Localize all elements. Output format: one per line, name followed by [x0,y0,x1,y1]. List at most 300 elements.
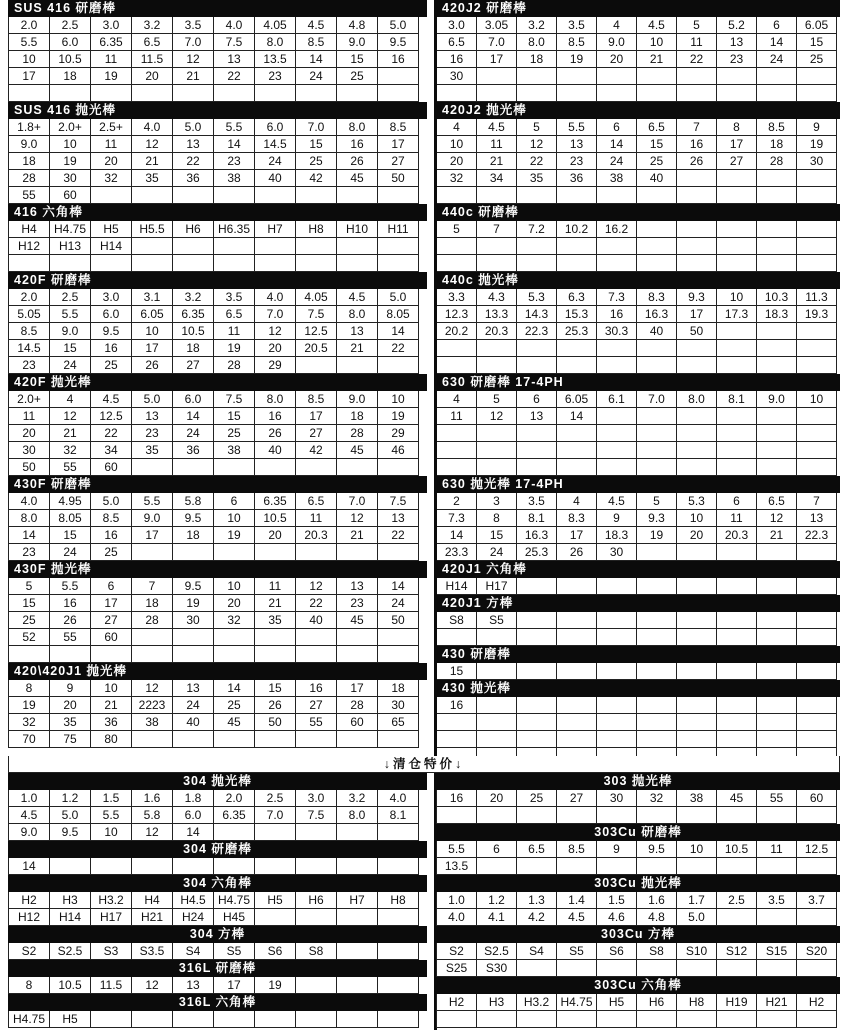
size-cell [596,187,636,204]
table-row [8,238,419,255]
size-cell [796,425,837,442]
size-cell [516,255,556,272]
table-row [8,790,419,807]
size-cell: 9.5 [90,323,131,340]
size-cell: 6 [516,391,556,408]
size-cell: 3.5 [556,17,596,34]
size-cell [676,960,716,977]
size-cell: 26 [676,153,716,170]
size-cell: 7.5 [213,391,254,408]
size-cell [295,1011,336,1028]
size-cell: 10 [49,136,90,153]
size-cell: 6 [476,841,516,858]
size-cell: 5 [8,578,49,595]
size-cell: 23 [131,425,172,442]
size-cell [295,909,336,926]
size-cell: H12 [8,909,49,926]
size-cell [636,340,676,357]
size-cell: 8.0 [516,34,556,51]
size-cell [716,960,756,977]
size-cell [254,629,295,646]
size-cell: 5.5 [49,306,90,323]
size-cell [636,85,676,102]
size-cell: 21 [336,340,377,357]
size-cell [336,731,377,748]
table-row [8,612,419,629]
size-cell: 4.6 [596,909,636,926]
size-cell [516,697,556,714]
size-cell: 3.2 [336,790,377,807]
size-cell [676,442,716,459]
size-cell: 30 [436,68,476,85]
size-cell: 19 [49,153,90,170]
size-cell: 35 [254,612,295,629]
size-cell [295,824,336,841]
size-cell [556,425,596,442]
size-cell: 16 [596,306,636,323]
size-cell: 32 [213,612,254,629]
size-cell: 60 [796,790,837,807]
size-cell: 30 [8,442,49,459]
size-cell: 4.8 [636,909,676,926]
size-cell: 4.0 [436,909,476,926]
size-cell [676,238,716,255]
size-cell: 52 [8,629,49,646]
size-cell: 11 [90,136,131,153]
size-cell: 18 [756,136,796,153]
size-cell [516,340,556,357]
table-row [8,357,419,374]
size-cell: 1.4 [556,892,596,909]
size-cell [131,731,172,748]
section-title: 420J1 六角棒 [436,561,840,578]
size-cell: 10 [676,841,716,858]
size-cell: 7.5 [295,306,336,323]
size-cell: 26 [336,153,377,170]
size-cell [556,663,596,680]
size-cell [596,960,636,977]
table-row [8,595,419,612]
size-cell: 35 [49,714,90,731]
size-cell: 5.5 [131,493,172,510]
size-cell: 10 [90,824,131,841]
size-cell: H5 [596,994,636,1011]
size-cell: 10 [8,51,49,68]
table-row [436,612,837,629]
size-cell: 10.5 [254,510,295,527]
size-cell [716,858,756,875]
table-row [8,578,419,595]
size-cell [436,714,476,731]
size-cell [796,221,837,238]
size-cell: 1.0 [8,790,49,807]
size-cell: 6.35 [172,306,213,323]
size-cell: 25.3 [516,544,556,561]
table-row [8,943,419,960]
size-cell [556,85,596,102]
size-cell: 1.8 [172,790,213,807]
size-cell [596,663,636,680]
size-cell [436,629,476,646]
size-cell: 20 [90,153,131,170]
size-cell [336,909,377,926]
size-cell: 23 [556,153,596,170]
size-cell: 11 [254,578,295,595]
size-cell: 20 [8,425,49,442]
size-cell [796,442,837,459]
table-row [8,85,419,102]
size-cell [756,629,796,646]
size-cell: 15 [436,663,476,680]
size-cell: 8.0 [336,807,377,824]
size-cell: 6.5 [436,34,476,51]
size-cell [436,187,476,204]
size-cell: 60 [90,459,131,476]
size-cell: 14 [8,527,49,544]
size-cell: 4.5 [295,17,336,34]
size-cell [377,85,419,102]
size-cell: 25 [213,425,254,442]
size-cell [596,238,636,255]
size-cell: 9.0 [49,323,90,340]
size-cell: 19 [796,136,837,153]
size-cell: H5.5 [131,221,172,238]
size-cell [796,612,837,629]
table-row [8,255,419,272]
size-cell [8,646,49,663]
size-cell: S8 [295,943,336,960]
size-cell [796,459,837,476]
size-cell: 55 [295,714,336,731]
table-row [8,858,419,875]
size-cell [476,85,516,102]
size-cell: 11 [8,408,49,425]
table-row [436,17,837,34]
size-cell: 38 [676,790,716,807]
size-cell: 23 [336,595,377,612]
size-cell: 5.0 [131,391,172,408]
size-cell: 32 [8,714,49,731]
size-cell [716,408,756,425]
size-cell [516,357,556,374]
size-cell [516,85,556,102]
size-cell [636,187,676,204]
size-cell [436,807,476,824]
size-cell [796,255,837,272]
size-cell: 11.5 [90,977,131,994]
table-row [8,646,419,663]
size-cell: 14 [377,323,419,340]
size-cell: 75 [49,731,90,748]
size-cell [596,357,636,374]
size-cell: 12 [131,680,172,697]
size-cell [131,646,172,663]
size-cell: H4.75 [8,1011,49,1028]
size-cell: 24 [377,595,419,612]
size-cell [556,459,596,476]
size-cell [295,731,336,748]
size-cell: 10 [676,510,716,527]
size-cell: 5.3 [516,289,556,306]
size-cell: 42 [295,442,336,459]
size-cell [636,544,676,561]
size-cell: 27 [90,612,131,629]
size-cell: 4.0 [8,493,49,510]
size-cell: 21 [336,527,377,544]
size-cell: H10 [336,221,377,238]
table-row [436,170,837,187]
size-cell: 22.3 [796,527,837,544]
size-cell: 9.5 [636,841,676,858]
size-cell [172,255,213,272]
size-cell: 11.5 [131,51,172,68]
size-cell [8,255,49,272]
size-cell [131,238,172,255]
size-cell: 34 [476,170,516,187]
size-cell [476,731,516,748]
size-cell: 20 [676,527,716,544]
size-cell: 23.3 [436,544,476,561]
size-cell: 8 [8,680,49,697]
size-cell [213,824,254,841]
size-cell: S15 [756,943,796,960]
size-cell: 17 [131,340,172,357]
size-cell: S5 [476,612,516,629]
size-cell [556,697,596,714]
size-cell [676,340,716,357]
size-cell [756,714,796,731]
size-cell: 25 [636,153,676,170]
size-cell: 3.05 [476,17,516,34]
size-cell: 1.6 [636,892,676,909]
size-cell: 9.0 [596,34,636,51]
size-cell: 24 [172,697,213,714]
size-cell: 6.3 [556,289,596,306]
table-row [436,994,837,1011]
size-cell: 1.8+ [8,119,49,136]
size-cell [556,731,596,748]
size-cell: 12.5 [90,408,131,425]
size-cell [377,824,419,841]
table-row [436,68,837,85]
size-cell: 30 [49,170,90,187]
size-cell [476,858,516,875]
size-cell: 14 [756,34,796,51]
size-cell [796,663,837,680]
section-title: 316L 研磨棒 [8,960,427,977]
size-cell [636,68,676,85]
table-row [436,790,837,807]
size-cell: 16 [436,790,476,807]
size-cell: H14 [49,909,90,926]
table-row [436,714,837,731]
size-cell: 60 [90,629,131,646]
size-cell [796,323,837,340]
size-cell: 18.3 [596,527,636,544]
size-cell: 34 [90,442,131,459]
size-cell: 19 [213,340,254,357]
size-cell: 65 [377,714,419,731]
size-cell: 7.0 [336,493,377,510]
size-cell: S8 [436,612,476,629]
size-cell [556,187,596,204]
table-row [8,629,419,646]
size-cell: 25 [516,790,556,807]
size-cell: H4.5 [172,892,213,909]
size-cell: 20.3 [716,527,756,544]
size-cell: 13 [172,136,213,153]
size-cell: 4.0 [131,119,172,136]
size-cell [756,612,796,629]
size-cell: 27 [716,153,756,170]
size-cell [131,187,172,204]
table-row [436,510,837,527]
size-cell: 10.2 [556,221,596,238]
size-cell [756,663,796,680]
size-cell: 32 [636,790,676,807]
size-cell: 17 [476,51,516,68]
size-cell: 36 [172,170,213,187]
table-row [436,544,837,561]
size-cell: S6 [254,943,295,960]
size-cell: 3.2 [172,289,213,306]
size-cell: S20 [796,943,837,960]
size-cell: H5 [90,221,131,238]
size-cell [716,909,756,926]
size-cell: 7 [476,221,516,238]
size-cell: 6.0 [172,391,213,408]
size-cell [436,442,476,459]
size-cell: H24 [172,909,213,926]
size-cell [796,960,837,977]
size-cell [131,255,172,272]
size-cell: 70 [8,731,49,748]
size-cell: 8 [716,119,756,136]
size-cell: 32 [436,170,476,187]
size-cell: 6.0 [254,119,295,136]
size-cell [796,578,837,595]
size-cell [336,85,377,102]
size-cell [636,629,676,646]
size-cell: 4.5 [636,17,676,34]
size-cell: 15 [254,680,295,697]
size-cell: 23 [213,153,254,170]
size-cell [436,731,476,748]
size-cell: 17 [716,136,756,153]
size-cell: 14 [295,51,336,68]
size-cell: 4 [596,17,636,34]
size-cell: 30 [596,790,636,807]
size-cell: 4.5 [336,289,377,306]
size-cell [556,612,596,629]
size-cell: 3.1 [131,289,172,306]
table-row [436,960,837,977]
size-cell: 50 [8,459,49,476]
size-cell: 2.0+ [8,391,49,408]
size-cell: 21 [90,697,131,714]
table-row [8,17,419,34]
size-cell: 27 [295,697,336,714]
size-cell: 2.0 [8,289,49,306]
size-cell [596,629,636,646]
size-cell: 11 [436,408,476,425]
size-cell [516,960,556,977]
size-cell [556,238,596,255]
size-cell: 3.0 [295,790,336,807]
size-cell: 12 [295,578,336,595]
size-cell [516,459,556,476]
size-cell: 15 [213,408,254,425]
size-cell [254,255,295,272]
size-cell [295,459,336,476]
size-cell [516,858,556,875]
size-cell: S5 [556,943,596,960]
table-row [436,187,837,204]
size-cell: 1.5 [596,892,636,909]
size-cell [295,977,336,994]
size-cell: 15 [636,136,676,153]
size-cell: 4.1 [476,909,516,926]
table-row [436,255,837,272]
size-cell [556,1011,596,1028]
section-title: 440c 研磨棒 [436,204,840,221]
section-title: 304 方棒 [8,926,427,943]
size-cell: 13 [131,408,172,425]
clearance-banner: ↓清仓特价↓ [8,756,840,773]
size-cell: 11 [90,51,131,68]
size-cell: 8 [8,977,49,994]
table-row [8,68,419,85]
size-cell: 30 [172,612,213,629]
size-cell [596,578,636,595]
size-cell: 7 [676,119,716,136]
size-cell: 8.05 [377,306,419,323]
size-cell: 12 [254,323,295,340]
size-cell [556,357,596,374]
size-cell [596,459,636,476]
size-cell: 11.3 [796,289,837,306]
size-cell: H13 [49,238,90,255]
size-cell: 13 [556,136,596,153]
table-row [8,425,419,442]
size-cell [796,697,837,714]
size-cell: 55 [756,790,796,807]
size-cell [377,858,419,875]
size-cell: 14 [436,527,476,544]
section-title: SUS 416 研磨棒 [8,0,427,17]
size-cell: 28 [756,153,796,170]
size-cell: 4.0 [254,289,295,306]
size-cell [516,629,556,646]
size-cell [436,255,476,272]
size-cell: S3.5 [131,943,172,960]
size-cell: 18 [172,527,213,544]
size-cell: 16 [90,527,131,544]
size-cell: 12 [172,51,213,68]
section-title: 420F 抛光棒 [8,374,427,391]
size-cell: 16 [254,408,295,425]
size-cell: 16 [436,51,476,68]
size-cell: 13 [336,323,377,340]
size-cell [213,629,254,646]
size-cell: 2.0 [8,17,49,34]
size-cell: 4.0 [377,790,419,807]
size-cell: 15 [49,527,90,544]
size-cell: 8.5 [295,391,336,408]
size-cell: 5.0 [49,807,90,824]
size-cell [295,255,336,272]
size-cell: 18 [516,51,556,68]
